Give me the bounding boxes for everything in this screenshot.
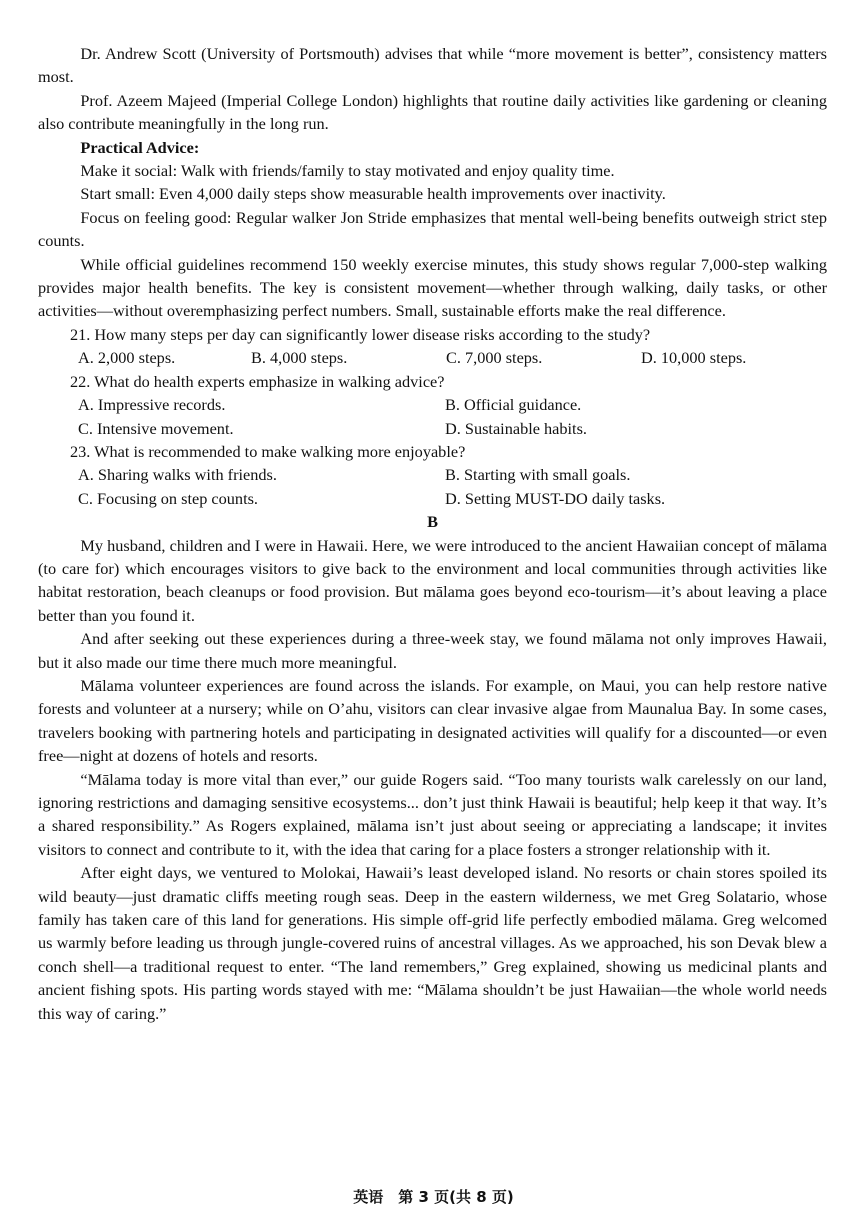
passage-a-paragraph-2: Prof. Azeem Majeed (Imperial College London) highlights that routine daily activities like gardening or cleaning also contribute meaningfully in the long run.	[38, 90, 827, 134]
question-22-option-d: D. Sustainable habits.	[445, 418, 587, 438]
question-23-option-b: B. Starting with small goals.	[445, 465, 631, 485]
passage-b-paragraph-2: And after seeking out these experiences during a three-week stay, we found mālama not only improves Hawaii, but it also made our time there much more meaningful.	[38, 629, 827, 672]
section-b-heading: B	[427, 512, 438, 532]
question-23-options	[38, 463, 827, 510]
passage-a-conclusion: While official guidelines recommend 150 weekly exercise minutes, this study shows regular 7,000-step walking provides major health benefits. The key is consistent movement—whether through walking, daily tasks, or other activities—without overemphasizing perfect numbers. Small, sustainable efforts make the real difference.	[38, 254, 827, 321]
question-23-stem: 23. What is recommended to make walking more enjoyable?	[70, 441, 466, 461]
question-23-option-d: D. Setting MUST-DO daily tasks.	[445, 488, 666, 508]
question-22-options	[38, 393, 827, 440]
advice-item-social: Make it social: Walk with friends/family to stay motivated and enjoy quality time.	[80, 161, 615, 181]
passage-b-paragraph-4: “Mālama today is more vital than ever,” our guide Rogers said. “Too many tourists walk carelessly on our land, ignoring restrictions and damaging sensitive ecosystems... don’t just think Hawaii is beautiful; help keep it that way. It’s a shared responsibility.” As Rogers explained, mālama isn’t just about seeing or appreciating a landscape; it invites visitors to connect and contribute to it, with the idea that caring for a place fosters a stronger relationship with it.	[38, 769, 827, 859]
passage-b-paragraph-3: Mālama volunteer experiences are found across the islands. For example, on Maui, you can help restore native forests and volunteer at a nursery; while on O’ahu, visitors can clear invasive algae from Maunalua Bay. In some cases, travelers booking with partnering hotels and participating in designated activities will qualify for a discounted—or even free—night at dozens of hotels and resorts.	[38, 675, 827, 766]
passage-b-paragraph-5: After eight days, we ventured to Molokai, Hawaii’s least developed island. No resorts or chain stores spoiled its wild beauty—just dramatic cliffs meeting rough seas. Deep in the eastern wilderness, we met Greg Solatario, whose family has taken care of this land for generations. His simple off-grid life perfectly embodied mālama. Greg welcomed us warmly before leading us through jungle-covered ruins of ancestral villages. As we approached, his son Devak blew a conch shell—a traditional request to enter. “The land remembers,” Greg explained, showing us medicinal plants and ancient fishing spots. His parting words stayed with me: “Mālama shouldn’t be just Hawaiian—the whole world needs this way of caring.”	[38, 863, 827, 1023]
question-21-options	[38, 346, 827, 369]
question-21-option-d: D. 10,000 steps.	[641, 348, 747, 368]
advice-item-start-small: Start small: Even 4,000 daily steps show measurable health improvements over inactivity.	[80, 184, 666, 204]
question-22-option-a: A. Impressive records.	[78, 395, 226, 415]
question-21-option-c: C. 7,000 steps.	[446, 348, 543, 368]
question-21-stem: 21. How many steps per day can significantly lower disease risks according to the study?	[70, 324, 651, 344]
question-22-option-b: B. Official guidance.	[445, 395, 582, 415]
question-21-option-b: B. 4,000 steps.	[251, 348, 348, 368]
practical-advice-heading: Practical Advice:	[80, 137, 200, 157]
page-footer: 英语 第 3 页(共 8 页)	[353, 1188, 514, 1206]
question-22-option-c: C. Intensive movement.	[78, 418, 234, 438]
question-21-option-a: A. 2,000 steps.	[78, 348, 176, 368]
passage-b-paragraph-1: My husband, children and I were in Hawaii. Here, we were introduced to the ancient Hawaiian concept of mālama (to care for) which encourages visitors to give back to the environment and local communities through activities like habitat restoration, beach cleanups or food provision. But mālama goes beyond eco-tourism—it’s about leaving a place better than you found it.	[38, 535, 827, 625]
question-23-option-a: A. Sharing walks with friends.	[78, 465, 277, 485]
advice-item-feeling-good: Focus on feeling good: Regular walker Jon Stride emphasizes that mental well-being benefits outweigh strict step counts.	[38, 207, 827, 251]
question-22-stem: 22. What do health experts emphasize in walking advice?	[70, 371, 445, 391]
passage-a-paragraph-1: Dr. Andrew Scott (University of Portsmouth) advises that while “more movement is better”, consistency matters most.	[38, 44, 827, 87]
question-23-option-c: C. Focusing on step counts.	[78, 488, 259, 508]
